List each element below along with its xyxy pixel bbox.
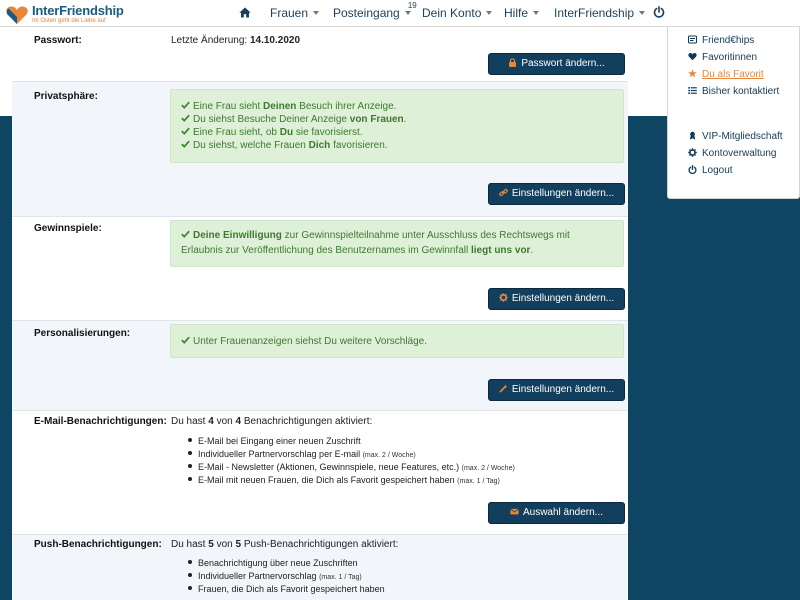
settings-content [12, 27, 628, 600]
privacy-line: Du siehst, welche Frauen Dich favorisieren. [181, 139, 613, 152]
email-notification-list [188, 435, 515, 487]
check-icon [181, 140, 190, 148]
sidebar-item-du-als-favorit[interactable]: Du als Favorit [688, 69, 764, 80]
contest-consent-text: Deine Einwilligung zur Gewinnspielteilnahme unter Ausschluss des Rechtswegs mit Erlaubnis zur Veröffentlichung des Benutzernames im Gewinnfall liegt uns vor. [181, 230, 570, 256]
unread-count-badge: 19 [407, 1, 417, 10]
heart-icon [688, 52, 697, 61]
push-summary: Du hast 5 von 5 Push-Benachrichtigungen aktiviert: [171, 539, 399, 550]
sidebar-item-favoritinnen[interactable]: Favoritinnen [688, 52, 757, 63]
caret-down-icon [313, 11, 319, 15]
caret-down-icon [533, 11, 539, 15]
magic-wand-icon [499, 384, 508, 393]
check-icon [181, 101, 190, 109]
personalization-status-box [170, 324, 624, 358]
account-sidebar [667, 20, 800, 199]
contest-consent-box [170, 220, 624, 267]
home-icon[interactable] [239, 0, 251, 27]
privacy-settings-button[interactable]: Einstellungen ändern... [488, 183, 625, 205]
list-icon [688, 86, 697, 95]
section-label: E-Mail-Benachrichtigungen: [34, 416, 167, 427]
sidebar-item-kontoverwaltung[interactable]: Kontoverwaltung [688, 148, 777, 159]
page-background-left [0, 116, 12, 600]
section-push-notifications [12, 535, 628, 600]
email-summary: Du hast 4 von 4 Benachrichtigungen aktiviert: [171, 416, 373, 427]
check-icon [181, 127, 190, 135]
nav-posteingang[interactable]: Posteingang 19 [333, 0, 411, 27]
privacy-line: Eine Frau sieht Deinen Besuch ihrer Anzeige. [181, 100, 613, 113]
sidebar-item-friendships[interactable]: Friend€hips [688, 35, 754, 46]
personalization-text: Unter Frauenanzeigen siehst Du weitere Vorschläge. [181, 335, 613, 348]
list-item: Benachrichtigung über neue Zuschriften [188, 557, 385, 570]
sidebar-item-vip[interactable]: VIP-Mitgliedschaft [688, 131, 783, 142]
nav-hilfe[interactable]: Hilfe [504, 0, 539, 27]
caret-down-icon [486, 11, 492, 15]
section-password [12, 27, 628, 82]
email-selection-button[interactable]: Auswahl ändern... [488, 502, 625, 524]
list-item: E-Mail bei Eingang einer neuen Zuschrift [188, 435, 515, 448]
section-privacy [12, 82, 628, 217]
top-navbar [0, 0, 800, 27]
check-icon [181, 114, 190, 122]
nav-interfriendship[interactable]: InterFriendship [554, 0, 645, 27]
star-icon [688, 69, 697, 78]
sidebar-item-bisher-kontaktiert[interactable]: Bisher kontaktiert [688, 86, 779, 97]
list-item: E-Mail - Newsletter (Aktionen, Gewinnspiele, neue Features, etc.) (max. 2 / Woche) [188, 461, 515, 474]
heart-logo-icon [6, 5, 28, 25]
section-contests [12, 217, 628, 321]
privacy-line: Du siehst Besuche Deiner Anzeige von Frauen. [181, 113, 613, 126]
push-notification-list [188, 557, 385, 596]
list-item: Frauen, die Dich als Favorit gespeichert haben [188, 583, 385, 596]
envelope-icon [510, 507, 519, 516]
brand-tagline: Im Osten geht die Liebe auf [32, 18, 106, 24]
personalization-settings-button[interactable]: Einstellungen ändern... [488, 379, 625, 401]
power-icon[interactable] [653, 0, 665, 27]
link-icon [499, 188, 508, 197]
nav-dein-konto[interactable]: Dein Konto [422, 0, 492, 27]
sidebar-item-logout[interactable]: Logout [688, 165, 733, 176]
power-icon [688, 165, 697, 174]
check-icon [181, 230, 190, 238]
logo[interactable] [4, 2, 124, 26]
section-personalization [12, 321, 628, 411]
change-password-button[interactable]: Passwort ändern... [488, 53, 625, 75]
friendships-icon [688, 35, 697, 44]
list-item: Individueller Partnervorschlag (max. 1 / Tag) [188, 570, 385, 583]
section-label: Gewinnspiele: [34, 223, 102, 234]
nav-frauen[interactable]: Frauen [270, 0, 319, 27]
vip-icon [688, 131, 697, 140]
section-label: Push-Benachrichtigungen: [34, 539, 162, 550]
caret-down-icon [639, 11, 645, 15]
gear-icon [499, 293, 508, 302]
lock-icon [508, 58, 517, 67]
gear-icon [688, 148, 697, 157]
password-last-changed: Letzte Änderung: 14.10.2020 [171, 35, 301, 46]
privacy-status-box [170, 89, 624, 163]
section-label: Privatsphäre: [34, 91, 98, 102]
check-icon [181, 336, 190, 344]
section-label: Personalisierungen: [34, 328, 131, 339]
list-item: E-Mail mit neuen Frauen, die Dich als Favorit gespeichert haben (max. 1 / Tag) [188, 474, 515, 487]
list-item: Individueller Partnervorschlag per E-mail (max. 2 / Woche) [188, 448, 515, 461]
privacy-line: Eine Frau sieht, ob Du sie favorisierst. [181, 126, 613, 139]
brand-title: InterFriendship [32, 3, 124, 18]
section-label: Passwort: [34, 35, 82, 46]
section-email-notifications [12, 411, 628, 535]
contest-settings-button[interactable]: Einstellungen ändern... [488, 288, 625, 310]
